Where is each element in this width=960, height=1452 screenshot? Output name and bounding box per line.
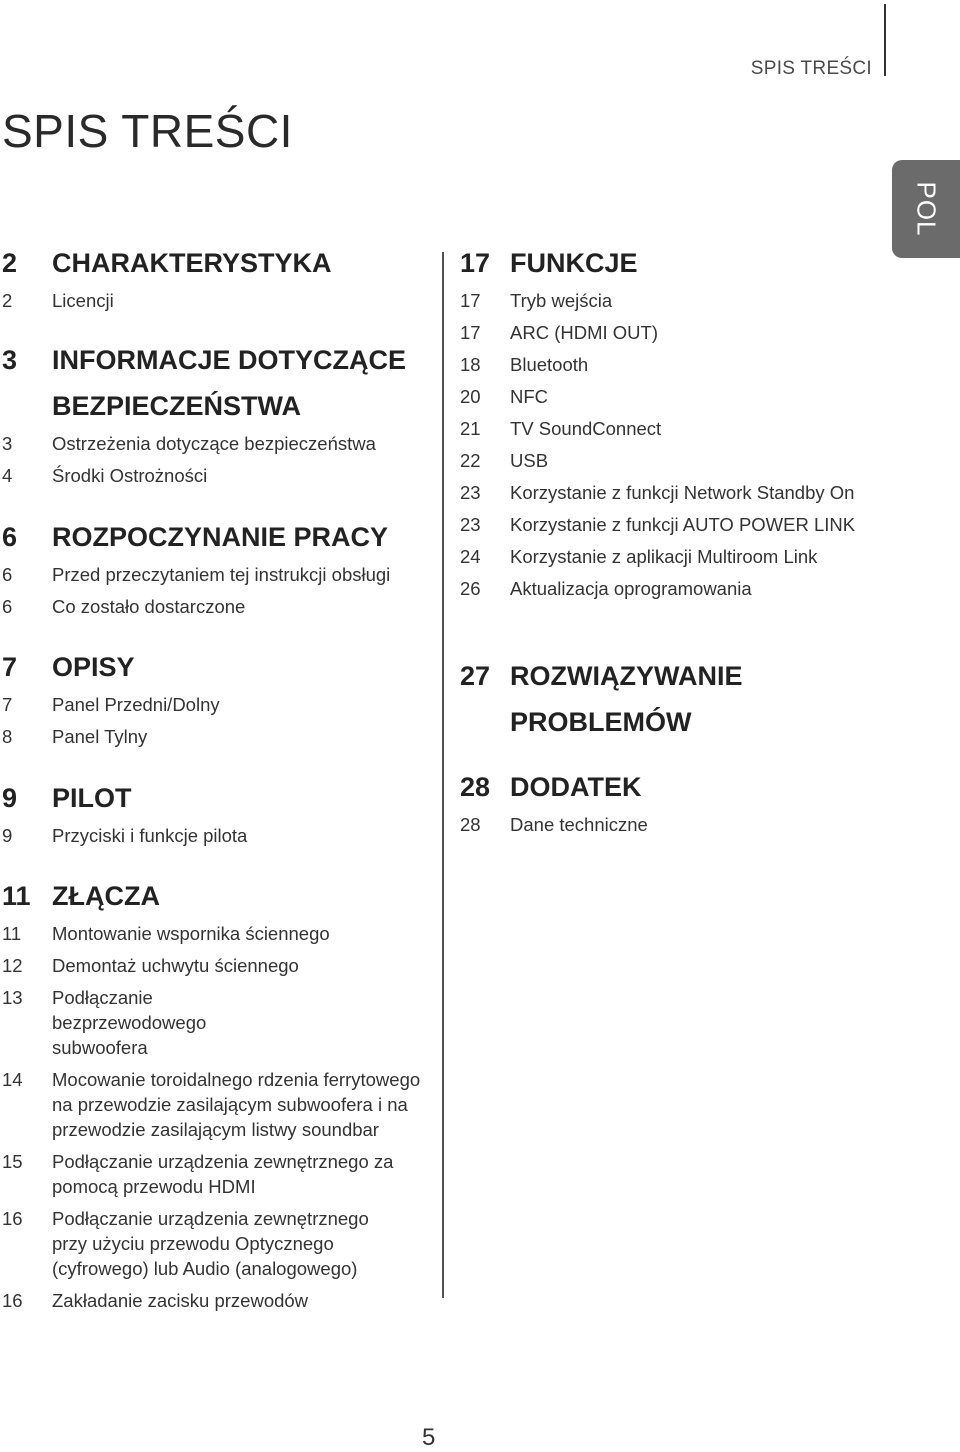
- toc-item-page: 3: [2, 433, 13, 454]
- toc-item[interactable]: [2, 562, 427, 587]
- toc-section-pilot: [2, 775, 427, 855]
- toc-heading-title: INFORMACJE DOTYCZĄCE BEZPIECZEŃSTWA: [52, 345, 407, 421]
- toc-heading-title: PILOT: [52, 783, 132, 813]
- toc-heading-title: DODATEK: [510, 772, 642, 802]
- toc-item[interactable]: [460, 812, 890, 837]
- toc-item-title: Zakładanie zacisku przewodów: [52, 1290, 309, 1311]
- toc-item-page: 18: [460, 354, 481, 375]
- toc-item[interactable]: [2, 1067, 422, 1142]
- toc-section-opisy: [2, 644, 427, 756]
- toc-item-page: 17: [460, 322, 481, 343]
- toc-item-page: 16: [2, 1290, 23, 1311]
- column-divider: [442, 252, 444, 1298]
- toc-item-title: TV SoundConnect: [510, 418, 662, 439]
- toc-item-page: 2: [2, 290, 13, 311]
- toc-item-title: Co zostało dostarczone: [52, 596, 246, 617]
- toc-item-title: Panel Tylny: [52, 726, 148, 747]
- toc-item-title: Ostrzeżenia dotyczące bezpieczeństwa: [52, 433, 376, 454]
- toc-item[interactable]: [2, 463, 422, 488]
- toc-item[interactable]: [2, 724, 427, 749]
- toc-heading[interactable]: [460, 653, 760, 745]
- toc-item-page: 21: [460, 418, 481, 439]
- toc-item[interactable]: [460, 544, 890, 569]
- toc-item-title: Tryb wejścia: [510, 290, 613, 311]
- language-tab-label: POL: [911, 181, 942, 237]
- toc-heading-page: 28: [460, 772, 491, 802]
- header-rule: [884, 4, 886, 76]
- toc-section-rozwiazywanie: [460, 653, 760, 747]
- toc-item-title: Montowanie wspornika ściennego: [52, 923, 330, 944]
- toc-heading-title: ROZWIĄZYWANIE PROBLEMÓW: [510, 661, 743, 737]
- toc-section-informacje: [2, 337, 422, 495]
- toc-heading-title: ROZPOCZYNANIE PRACY: [52, 522, 389, 552]
- toc-heading-title: CHARAKTERYSTYKA: [52, 248, 332, 278]
- toc-item-title: Korzystanie z funkcji Network Standby On: [510, 482, 855, 503]
- toc-item-page: 6: [2, 596, 13, 617]
- toc-item-page: 12: [2, 955, 23, 976]
- page-number: 5: [422, 1424, 436, 1451]
- toc-section-zlacza: [2, 873, 422, 1320]
- toc-heading-page: 3: [2, 345, 18, 375]
- toc-item-title: Dane techniczne: [510, 814, 648, 835]
- toc-item-page: 20: [460, 386, 481, 407]
- toc-item[interactable]: [460, 352, 890, 377]
- toc-item-page: 26: [460, 578, 481, 599]
- toc-heading[interactable]: [460, 240, 890, 286]
- toc-item[interactable]: [460, 448, 890, 473]
- toc-item[interactable]: [2, 1288, 422, 1313]
- toc-item[interactable]: [2, 1149, 422, 1199]
- toc-item-title: Aktualizacja oprogramowania: [510, 578, 752, 599]
- page-title: SPIS TREŚCI: [2, 105, 293, 157]
- toc-item-title: USB: [510, 450, 549, 471]
- toc-item-title: Mocowanie toroidalnego rdzenia ferrytowego na przewodzie zasilającym subwoofera i na przewodzie zasilającym listwy soundbar: [52, 1069, 421, 1140]
- toc-heading-page: 17: [460, 248, 491, 278]
- toc-item-page: 7: [2, 694, 13, 715]
- toc-heading[interactable]: [2, 775, 427, 821]
- toc-item[interactable]: [2, 594, 427, 619]
- toc-item[interactable]: [460, 512, 890, 537]
- toc-heading-title: OPISY: [52, 652, 135, 682]
- toc-item-page: 23: [460, 482, 481, 503]
- toc-item-title: NFC: [510, 386, 549, 407]
- toc-heading-title: ZŁĄCZA: [52, 881, 160, 911]
- toc-item-title: Przed przeczytaniem tej instrukcji obsługi: [52, 564, 391, 585]
- toc-item-title: Panel Przedni/Dolny: [52, 694, 220, 715]
- toc-item-page: 6: [2, 564, 13, 585]
- toc-item[interactable]: [2, 921, 422, 946]
- toc-item[interactable]: [460, 288, 890, 313]
- toc-item-page: 22: [460, 450, 481, 471]
- toc-item[interactable]: [2, 1206, 402, 1281]
- toc-item[interactable]: [460, 576, 890, 601]
- toc-item[interactable]: [2, 953, 422, 978]
- toc-item-title: Środki Ostrożności: [52, 465, 208, 486]
- toc-heading-page: 11: [2, 881, 31, 911]
- toc-item[interactable]: [460, 320, 890, 345]
- toc-item[interactable]: [460, 416, 890, 441]
- toc-item-page: 16: [2, 1208, 23, 1229]
- toc-heading[interactable]: [2, 644, 427, 690]
- toc-item-title: Korzystanie z funkcji AUTO POWER LINK: [510, 514, 856, 535]
- toc-item[interactable]: [460, 384, 890, 409]
- toc-item[interactable]: [2, 823, 427, 848]
- toc-heading-page: 27: [460, 661, 491, 691]
- toc-item-page: 13: [2, 987, 23, 1008]
- toc-heading-page: 9: [2, 783, 18, 813]
- toc-item-page: 4: [2, 465, 13, 486]
- toc-heading-title: FUNKCJE: [510, 248, 638, 278]
- toc-item-page: 9: [2, 825, 13, 846]
- toc-item-page: 28: [460, 814, 481, 835]
- toc-heading-page: 6: [2, 522, 18, 552]
- toc-item-title: Korzystanie z aplikacji Multiroom Link: [510, 546, 818, 567]
- toc-item-title: Licencji: [52, 290, 114, 311]
- toc-item[interactable]: [2, 692, 427, 717]
- toc-item-page: 17: [460, 290, 481, 311]
- toc-item-page: 8: [2, 726, 13, 747]
- toc-heading-page: 2: [2, 248, 18, 278]
- language-tab[interactable]: [892, 160, 960, 258]
- toc-item-page: 24: [460, 546, 481, 567]
- toc-section-funkcje: [460, 240, 890, 608]
- toc-heading[interactable]: [2, 337, 422, 429]
- toc-item-page: 23: [460, 514, 481, 535]
- toc-section-rozpoczynanie: [2, 514, 427, 626]
- toc-heading[interactable]: [2, 873, 422, 919]
- toc-item[interactable]: [2, 431, 422, 456]
- toc-item-title: Przyciski i funkcje pilota: [52, 825, 248, 846]
- toc-heading[interactable]: [460, 764, 890, 810]
- toc-item-title: Podłączanie bezprzewodowego subwoofera: [52, 987, 207, 1058]
- toc-section-dodatek: [460, 764, 890, 844]
- toc-item-title: Bluetooth: [510, 354, 589, 375]
- toc-item[interactable]: [460, 480, 865, 505]
- toc-item-page: 11: [2, 923, 22, 944]
- toc-section-charakterystyka: [2, 240, 427, 320]
- toc-item-page: 15: [2, 1151, 23, 1172]
- toc-item[interactable]: [2, 288, 427, 313]
- toc-heading-page: 7: [2, 652, 18, 682]
- toc-item-title: Podłączanie urządzenia zewnętrznego za pomocą przewodu HDMI: [52, 1151, 394, 1197]
- toc-item[interactable]: [2, 985, 302, 1060]
- toc-heading[interactable]: [2, 514, 427, 560]
- toc-item-title: Podłączanie urządzenia zewnętrznego przy użyciu przewodu Optycznego (cyfrowego) lub Audio (analogowego): [52, 1208, 369, 1279]
- toc-item-page: 14: [2, 1069, 23, 1090]
- toc-heading[interactable]: [2, 240, 427, 286]
- toc-item-title: Demontaż uchwytu ściennego: [52, 955, 299, 976]
- running-header: SPIS TREŚCI: [750, 58, 872, 79]
- toc-item-title: ARC (HDMI OUT): [510, 322, 658, 343]
